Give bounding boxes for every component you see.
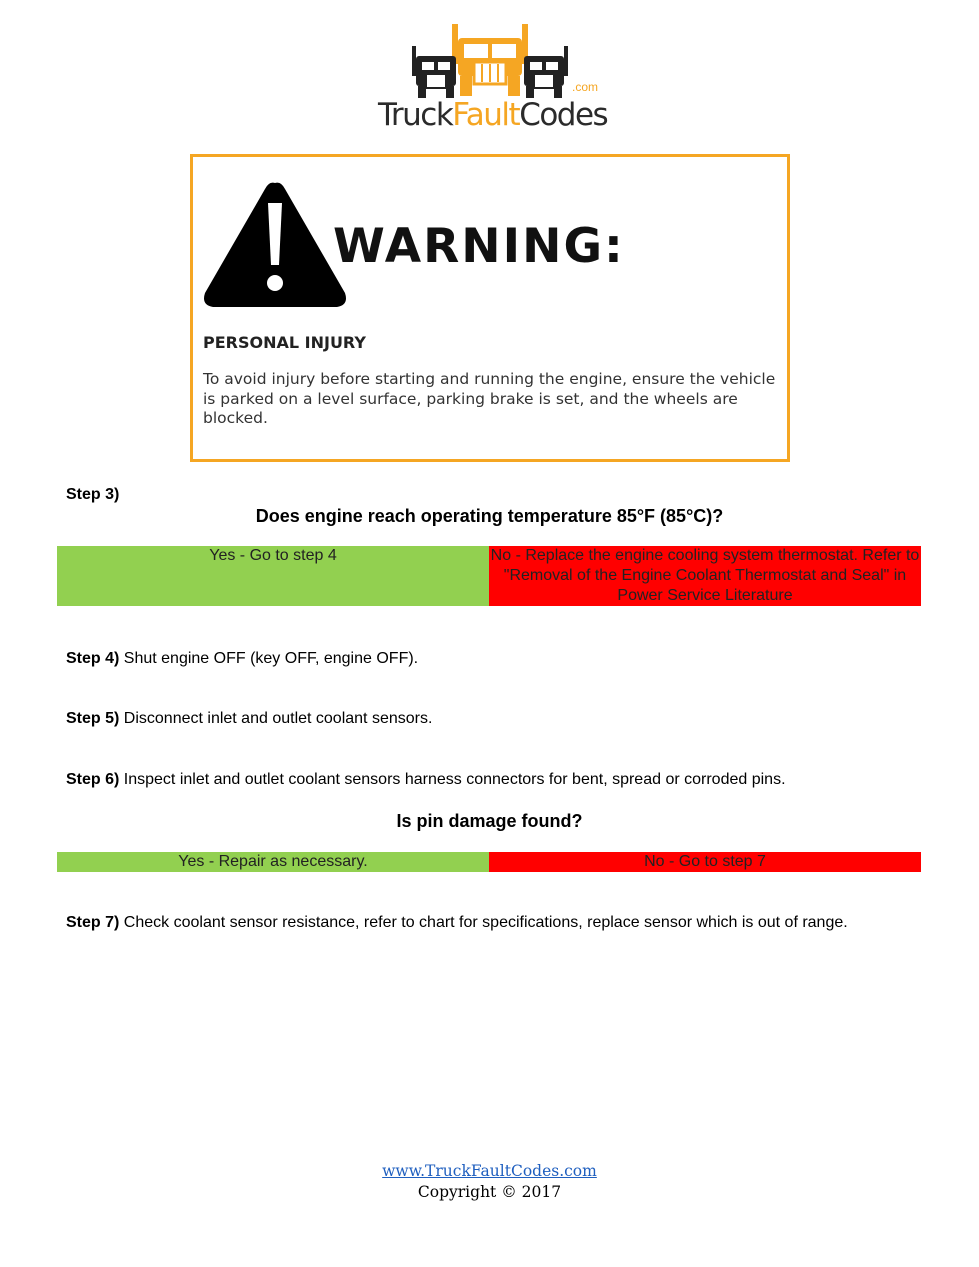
step3-options [57,546,921,606]
truck-logo-icon [378,20,602,100]
step6 [66,770,786,790]
step3-label-text: Step 3) [66,486,120,503]
step3-question: Does engine reach operating temperature 85°F (85°C)? [255,506,724,526]
logo-word-codes: Codes [519,97,608,133]
site-logo [378,20,608,133]
step6-yes-option: Yes - Repair as necessary. [57,852,489,872]
step4-label: Step 4) [66,650,120,667]
step3-no-option: No - Replace the engine cooling system thermostat. Refer to "Removal of the Engine Coolant Thermostat and Seal" in Power Service Literature [490,547,920,604]
step4-text: Shut engine OFF (key OFF, engine OFF). [119,650,419,667]
warning-box [190,154,790,462]
step6-no-option: No - Go to step 7 [489,852,921,872]
step7 [66,913,896,933]
footer-link[interactable]: www.TruckFaultCodes.com [382,1162,597,1180]
step5-text: Disconnect inlet and outlet coolant sensors. [119,710,433,727]
step6-options [57,852,921,872]
warning-title: WARNING: [333,219,625,274]
step3-label [66,485,119,505]
logo-com: .com [572,80,599,94]
step7-text: Check coolant sensor resistance, refer to chart for specifications, replace sensor which is out of range. [119,914,848,931]
step3-yes-option: Yes - Go to step 4 [57,546,489,606]
step7-label: Step 7) [66,914,120,931]
step5-label: Step 5) [66,710,120,727]
footer-copyright: Copyright © 2017 [417,1183,562,1201]
step5 [66,709,432,729]
warning-triangle-icon [201,177,349,313]
logo-word-fault: Fault [452,97,520,133]
warning-subtitle: PERSONAL INJURY [203,333,366,352]
footer [0,1161,979,1203]
step6-label: Step 6) [66,771,120,788]
warning-body: To avoid injury before starting and running the engine, ensure the vehicle is parked on a level surface, parking brake is set, and the wheels are blocked. [203,370,776,427]
logo-word-truck: Truck [378,97,453,133]
logo-wordmark [378,97,608,133]
step4 [66,649,418,669]
step6-question: Is pin damage found? [396,811,583,831]
step6-text: Inspect inlet and outlet coolant sensors harness connectors for bent, spread or corroded pins. [119,771,786,788]
